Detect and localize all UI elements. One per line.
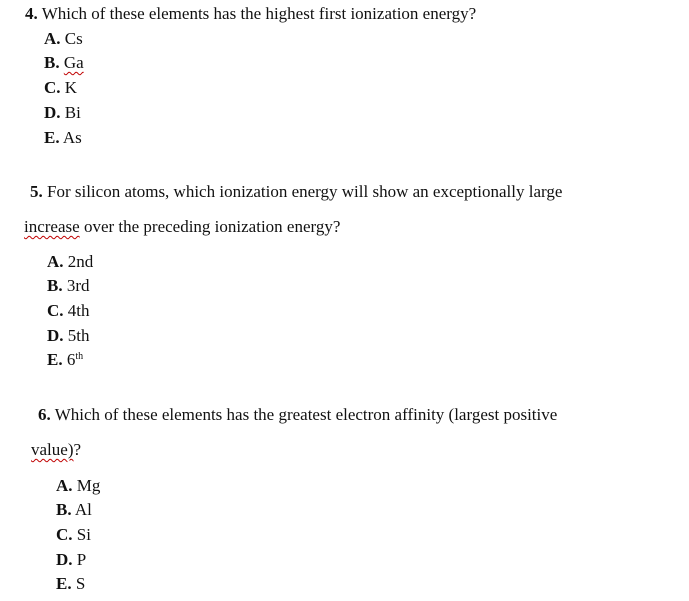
option-text: Si xyxy=(76,525,91,544)
option-4e[interactable] xyxy=(44,128,82,148)
option-letter: C. xyxy=(56,525,73,544)
option-text: 3rd xyxy=(66,276,90,295)
option-4b[interactable] xyxy=(44,53,84,73)
option-6a[interactable] xyxy=(56,476,100,496)
option-letter: E. xyxy=(44,128,60,147)
question-6 xyxy=(38,405,557,425)
option-letter: D. xyxy=(44,103,61,122)
option-letter: A. xyxy=(56,476,73,495)
option-letter: D. xyxy=(56,550,73,569)
option-letter: C. xyxy=(47,301,64,320)
option-6c[interactable] xyxy=(56,525,91,545)
option-text-superscript: th xyxy=(75,351,84,362)
option-5d[interactable] xyxy=(47,326,90,346)
option-4d[interactable] xyxy=(44,103,81,123)
option-6d[interactable] xyxy=(56,550,86,570)
option-text: Mg xyxy=(76,476,101,495)
option-letter: B. xyxy=(47,276,63,295)
option-6b[interactable] xyxy=(56,500,92,520)
option-letter: C. xyxy=(44,78,61,97)
option-5b[interactable] xyxy=(47,276,90,296)
option-5e[interactable] xyxy=(47,350,83,370)
question-5-line2 xyxy=(24,217,340,237)
option-letter: D. xyxy=(47,326,64,345)
question-text-underlined-word: increase xyxy=(24,217,80,236)
option-text xyxy=(67,350,83,369)
option-6e[interactable] xyxy=(56,574,85,594)
question-text-line2: ? xyxy=(73,440,82,459)
question-number: 4. xyxy=(25,4,38,23)
option-text: Bi xyxy=(64,103,81,122)
option-text: K xyxy=(64,78,78,97)
question-text-line1: For silicon atoms, which ionization energy will show an exceptionally large xyxy=(47,182,563,201)
question-number: 6. xyxy=(38,405,51,424)
option-text: 5th xyxy=(67,326,90,345)
question-text-line1: Which of these elements has the greatest electron affinity (largest positive xyxy=(54,405,558,424)
option-letter: B. xyxy=(44,53,60,72)
option-5a[interactable] xyxy=(47,252,93,272)
question-4 xyxy=(25,4,476,24)
option-text: Ga xyxy=(63,53,84,72)
question-6-line2 xyxy=(31,440,81,460)
option-4a[interactable] xyxy=(44,29,83,49)
option-text: 2nd xyxy=(67,252,94,271)
option-text: As xyxy=(62,128,82,147)
question-text-underlined-word: value) xyxy=(31,440,74,459)
question-number: 5. xyxy=(30,182,43,201)
option-text: S xyxy=(75,574,86,593)
option-letter: A. xyxy=(44,29,61,48)
question-5 xyxy=(30,182,562,202)
option-text-base: 6 xyxy=(66,350,76,369)
option-letter: B. xyxy=(56,500,72,519)
option-text: Al xyxy=(74,500,92,519)
question-text: Which of these elements has the highest first ionization energy? xyxy=(41,4,477,23)
option-text: P xyxy=(76,550,87,569)
option-text: 4th xyxy=(67,301,90,320)
option-letter: E. xyxy=(56,574,72,593)
option-letter: A. xyxy=(47,252,64,271)
option-5c[interactable] xyxy=(47,301,90,321)
option-letter: E. xyxy=(47,350,63,369)
question-text-line2: over the preceding ionization energy? xyxy=(79,217,341,236)
option-4c[interactable] xyxy=(44,78,77,98)
option-text: Cs xyxy=(64,29,83,48)
